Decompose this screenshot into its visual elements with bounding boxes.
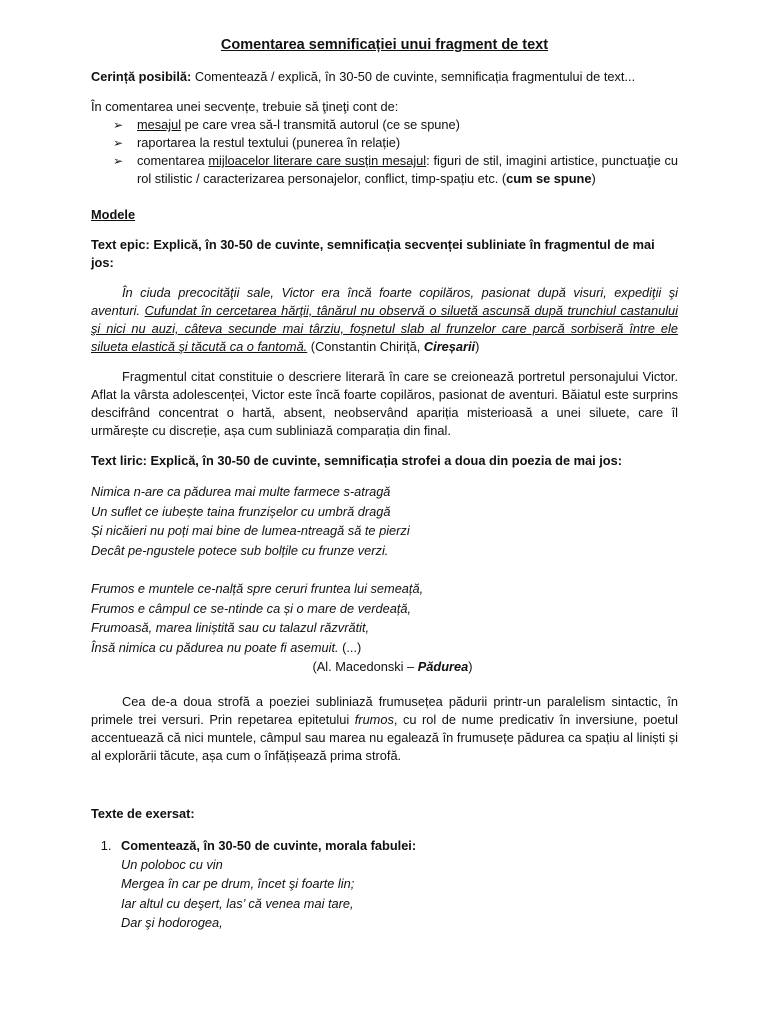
poem-stanza-1 xyxy=(91,482,678,560)
poem-attribution xyxy=(91,657,678,677)
attribution-end: ) xyxy=(468,659,473,674)
poem-line-last xyxy=(91,638,678,658)
page-title: Comentarea semnificației unui fragment de text xyxy=(220,37,549,53)
fragment-plain: În ciuda precocităţii sale, Victor era încă foarte copilăros, pasionat după visuri, expediţii şi aventuri. xyxy=(91,285,678,318)
poem-line: Un suflet ce iubește taina frunzișelor cu umbră dragă xyxy=(91,503,391,519)
poem-line: Frumoasă, marea liniștită sau cu talazul răzvrătit, xyxy=(91,620,370,635)
answer-text: , cu rol de nume predicativ în inversiune, poetul accentuează că nici muntele, câmpul sau marea nu egalează în frumusețe pădurea ca spațiu al liniști și al explorării tăcute, așa cum o înfățișează prima strofă. xyxy=(91,711,678,763)
fragment-source: (Constantin Chiriță, xyxy=(307,339,424,354)
document-content xyxy=(91,36,678,933)
attribution-author: (Al. Macedonski – xyxy=(312,659,418,674)
exercise-list xyxy=(91,837,678,933)
criteria-text: raportarea la restul textului (punerea în relație) xyxy=(137,135,401,150)
attribution-title: Pădurea xyxy=(417,659,469,674)
intro-line: În comentarea unei secvențe, trebuie să ţineţi cont de: xyxy=(91,99,399,114)
criteria-item-mijloace xyxy=(113,152,678,188)
cerinta-line xyxy=(91,68,678,86)
epic-fragment xyxy=(91,284,678,356)
criteria-text: pe care vrea să-l transmită autorul (ce se spune) xyxy=(181,117,460,132)
fable-line: Mergea în car pe drum, încet şi foarte lin; xyxy=(121,876,355,891)
liric-answer xyxy=(91,693,678,765)
section-heading-exercitii: Texte de exersat: xyxy=(91,805,195,821)
criteria-underlined: mijloacelor literare care susțin mesajul xyxy=(208,153,427,168)
criteria-text: : figuri de stil, imagini artistice, punctuaţie cu rol stilistic / caracterizarea personajelor, conflict, timp-spațiu etc. ( xyxy=(137,153,678,186)
fable-line: Un poloboc cu vin xyxy=(121,856,223,872)
answer-text: Cea de-a doua strofă a poeziei subliniază frumusețea pădurii printr-un paralelism sintactic, în primele trei versuri. Prin repetarea epitetului xyxy=(91,693,678,727)
poem-ellipsis: (...) xyxy=(338,639,362,655)
poem-line: Frumos e muntele ce-nalță spre ceruri fruntea lui semeață, xyxy=(91,581,424,596)
poem-line: Decât pe-ngustele potece sub bolțile cu frunze verzi. xyxy=(91,542,389,558)
criteria-text: ) xyxy=(591,171,596,186)
criteria-item-mesaj xyxy=(113,116,678,134)
fable-line: Iar altul cu deşert, las’ că venea mai tare, xyxy=(121,895,354,911)
criteria-underlined: mesajul xyxy=(137,117,182,132)
fragment-underlined: Cufundat în cercetarea hărţii, tânărul nu observă o siluetă ascunsă după trunchiul castanului şi nici nu auzi, câteva secunde mai târziu, foşnetul slab al frunzelor care parcă sorbiseră între ele silueta elastică şi tăcută ca o fantomă. xyxy=(91,303,678,354)
fable-line: Dar şi hodorogea, xyxy=(121,915,223,930)
fragment-source-title: Cireșarii xyxy=(423,339,476,354)
criteria-text: comentarea xyxy=(137,153,209,168)
criteria-list xyxy=(91,116,678,188)
answer-italic: frumos xyxy=(354,711,394,727)
epic-answer: Fragmentul citat constituie o descriere literară în care se creionează portretul personajului Victor. Aflat la vârsta adolescenței, Victor este încă foarte copilăros, pasionat de aventuri. Băiatul este surprins descifrând concentrat o hartă, absent, neobservând apariția misterioasă a unei siluete, care îl urmărește cu discreție, așa cum subliniază comparația din final. xyxy=(91,369,678,438)
fable-text xyxy=(121,855,678,933)
section-heading-modele: Modele xyxy=(91,207,136,222)
fragment-source-end: ) xyxy=(475,339,480,354)
epic-heading: Text epic: Explică, în 30-50 de cuvinte, semnificația secvenței subliniate în fragmentul de mai jos: xyxy=(91,237,655,270)
exercise-item xyxy=(115,837,678,933)
cerinta-text: Comentează / explică, în 30-50 de cuvinte, semnificația fragmentului de text... xyxy=(191,69,636,84)
poem-line: Nimica n-are ca pădurea mai multe farmece s-atragă xyxy=(91,484,391,499)
poem-line: Frumos e câmpul ce se-ntinde ca și o mare de verdeață, xyxy=(91,600,412,616)
poem-stanza-2 xyxy=(91,579,678,677)
cerinta-label: Cerință posibilă: xyxy=(91,69,192,84)
poem-line: Însă nimica cu pădurea nu poate fi asemuit. xyxy=(91,639,339,655)
poem-line: Și nicăieri nu poți mai bine de lumea-ntreagă să te pierzi xyxy=(91,523,410,538)
exercise-prompt: 1. Comentează, în 30-50 de cuvinte, morala fabulei: xyxy=(121,837,417,853)
criteria-bold: cum se spune xyxy=(506,171,592,186)
criteria-item-raportare xyxy=(113,134,678,152)
liric-heading: Text liric: Explică, în 30-50 de cuvinte, semnificația strofei a doua din poezia de mai jos: xyxy=(91,453,622,468)
